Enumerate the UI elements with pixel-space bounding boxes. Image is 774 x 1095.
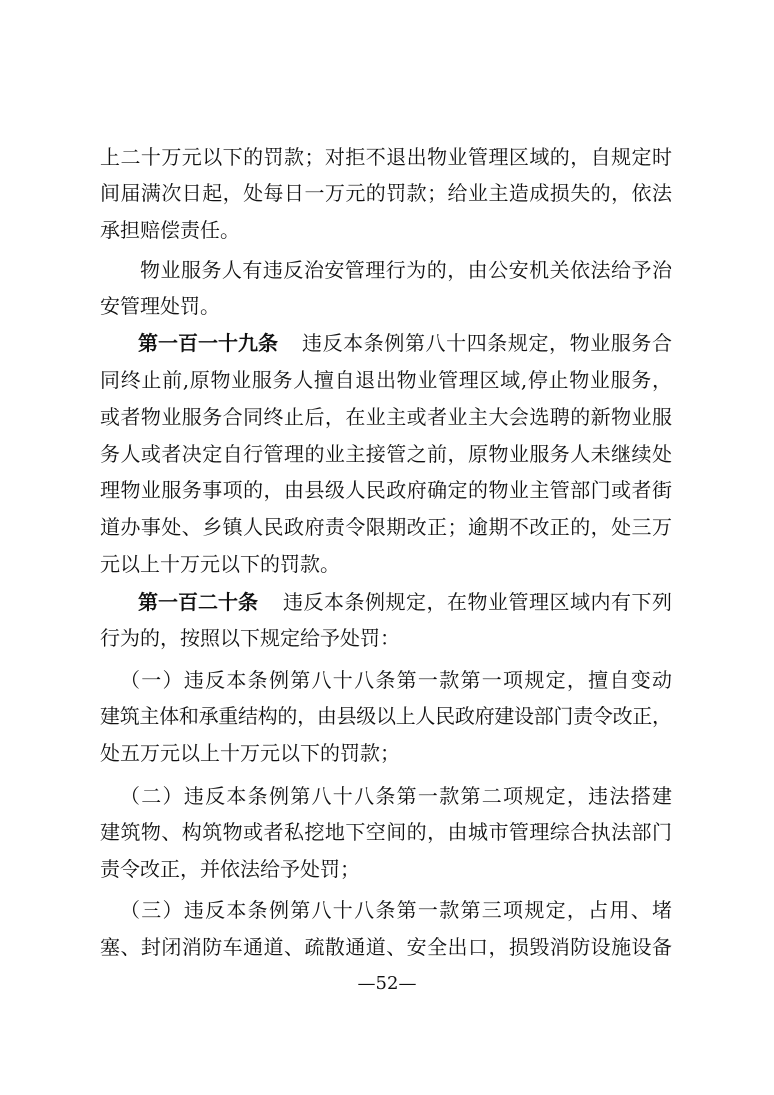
text-line: 处五万元以上十万元以下的罚款； [100,741,400,765]
page-number: —52— [357,973,417,994]
article-heading: 第一百一十九条 [138,331,278,355]
text-line: 或者物业服务合同终止后，在业主或者业主大会选聘的新物业服 [100,405,673,429]
text-line: 违反本条例第八十四条规定，物业服务合 [302,331,673,355]
text-line: 承担赔偿责任。 [100,218,240,242]
text-line: 责令改正，并依法给予处罚； [100,857,360,881]
text-line: （三）违反本条例第八十八条第一款第三项规定，占用、堵 [120,898,674,922]
article-heading: 第一百二十条 [138,590,258,614]
text-line: 务人或者决定自行管理的业主接管之前，原物业服务人未继续处 [100,442,673,466]
text-line: 建筑物、构筑物或者私挖地下空间的，由城市管理综合执法部门 [100,820,673,844]
text-line: 间届满次日起，处每日一万元的罚款；给业主造成损失的，依法 [100,181,673,205]
text-line: 物业服务人有违反治安管理行为的，由公安机关依法给予治 [140,258,673,282]
text-line: 上二十万元以下的罚款；对拒不退出物业管理区域的，自规定时 [100,145,673,169]
text-line: 安管理处罚。 [100,294,220,318]
text-line: 行为的，按照以下规定给予处罚： [100,626,400,650]
text-line: 道办事处、乡镇人民政府责令限期改正；逾期不改正的，处三万 [100,515,673,539]
text-line: 元以上十万元以下的罚款。 [100,552,340,576]
text-line: 同终止前,原物业服务人擅自退出物业管理区域,停止物业服务， [100,368,673,392]
text-line: （一）违反本条例第八十八条第一款第一项规定，擅自变动 [120,668,674,692]
text-line: 建筑主体和承重结构的，由县级以上人民政府建设部门责令改正， [100,704,672,728]
text-line: （二）违反本条例第八十八条第一款第二项规定，违法搭建 [120,784,674,808]
text-line: 理物业服务事项的，由县级人民政府确定的物业主管部门或者街 [100,478,673,502]
text-line: 违反本条例规定，在物业管理区域内有下列 [283,590,673,614]
text-line: 塞、封闭消防车通道、疏散通道、安全出口，损毁消防设施设备 [100,935,673,959]
